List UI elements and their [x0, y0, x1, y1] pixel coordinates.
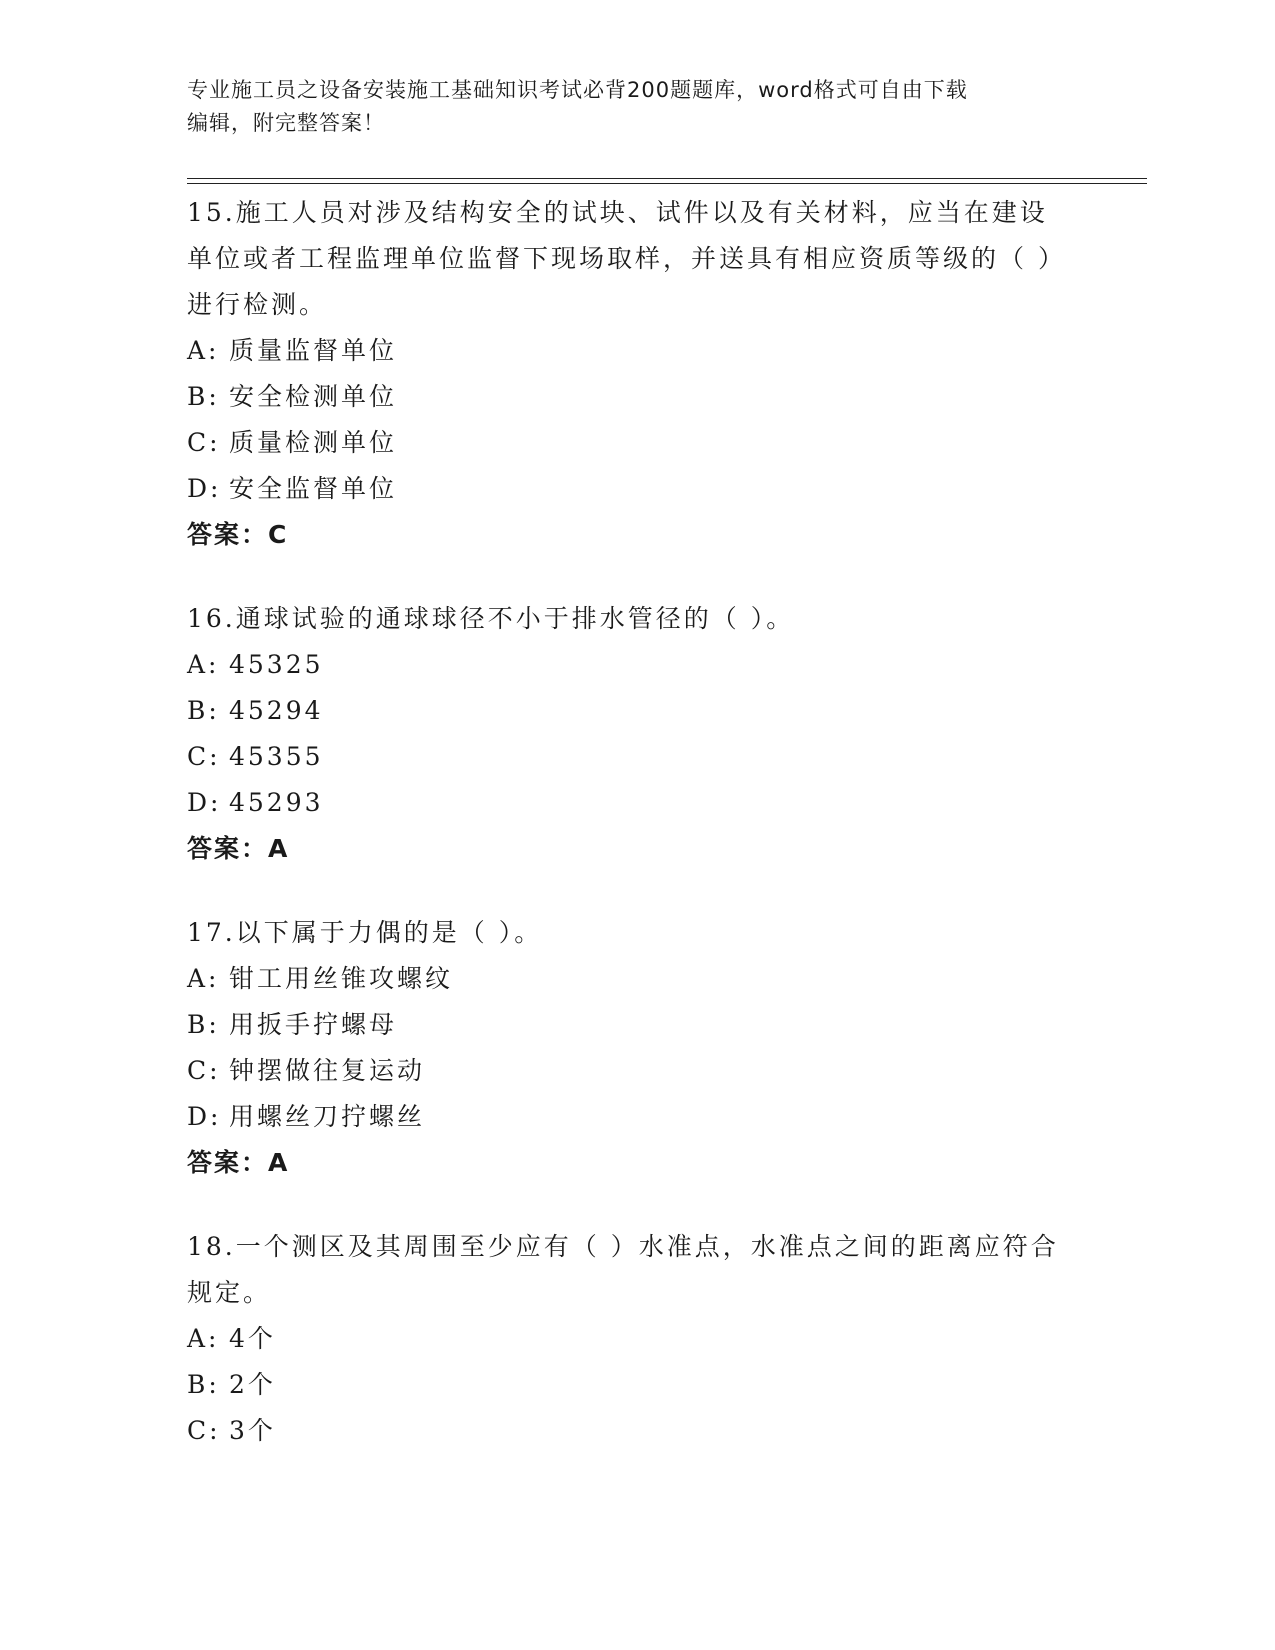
- option-key: A:: [187, 336, 220, 365]
- option-key: A:: [187, 650, 220, 679]
- header-line-1: 专业施工员之设备安装施工基础知识考试必背200题题库，word格式可自由下载: [187, 78, 968, 102]
- option-a: [187, 328, 1087, 374]
- option-text: 4个: [229, 1324, 276, 1353]
- question-list: [187, 190, 1087, 1492]
- answer-line: 答案：A: [187, 1148, 290, 1177]
- option-d: [187, 466, 1087, 512]
- question-stem: 16.通球试验的通球球径不小于排水管径的（ ）。: [187, 604, 795, 633]
- option-c: [187, 734, 1087, 780]
- question-16: [187, 596, 1087, 872]
- option-key: D:: [187, 474, 222, 503]
- option-text: 3个: [229, 1416, 276, 1445]
- question-stem: 18.一个测区及其周围至少应有（ ）水准点，水准点之间的距离应符合规定。: [187, 1232, 1059, 1307]
- option-d: [187, 1094, 1087, 1140]
- option-b: [187, 688, 1087, 734]
- option-key: B:: [187, 696, 220, 725]
- option-text: 安全检测单位: [229, 382, 398, 411]
- option-key: A:: [187, 964, 220, 993]
- option-text: 45355: [229, 742, 324, 771]
- option-text: 用扳手拧螺母: [229, 1010, 398, 1039]
- question-stem: 15.施工人员对涉及结构安全的试块、试件以及有关材料，应当在建设单位或者工程监理单位监督下现场取样，并送具有相应资质等级的（ ）进行检测。: [187, 198, 1066, 319]
- option-key: B:: [187, 1010, 220, 1039]
- option-text: 45325: [229, 650, 324, 679]
- option-b: [187, 1362, 1087, 1408]
- option-b: [187, 1002, 1087, 1048]
- option-key: A:: [187, 1324, 220, 1353]
- option-key: C:: [187, 742, 221, 771]
- question-15: [187, 190, 1087, 558]
- question-stem: 17.以下属于力偶的是（ ）。: [187, 918, 543, 947]
- option-text: 2个: [229, 1370, 276, 1399]
- option-text: 用螺丝刀拧螺丝: [229, 1102, 426, 1131]
- option-key: B:: [187, 382, 220, 411]
- option-text: 质量监督单位: [229, 336, 398, 365]
- option-key: D:: [187, 788, 222, 817]
- option-c: [187, 1408, 1087, 1454]
- question-18: [187, 1224, 1087, 1454]
- option-d: [187, 780, 1087, 826]
- option-text: 安全监督单位: [229, 474, 398, 503]
- option-key: D:: [187, 1102, 222, 1131]
- header-divider-bottom: [187, 183, 1147, 184]
- option-a: [187, 642, 1087, 688]
- option-a: [187, 956, 1087, 1002]
- question-17: [187, 910, 1087, 1186]
- option-text: 钟摆做往复运动: [229, 1056, 426, 1085]
- option-text: 钳工用丝锥攻螺纹: [229, 964, 454, 993]
- option-a: [187, 1316, 1087, 1362]
- option-c: [187, 420, 1087, 466]
- answer-line: 答案：C: [187, 520, 289, 549]
- option-key: C:: [187, 1416, 221, 1445]
- header-divider-top: [187, 178, 1147, 179]
- option-text: 质量检测单位: [229, 428, 398, 457]
- option-text: 45293: [229, 788, 324, 817]
- document-header: [187, 74, 1087, 140]
- header-line-2: 编辑，附完整答案！: [187, 111, 385, 135]
- option-key: B:: [187, 1370, 220, 1399]
- option-text: 45294: [229, 696, 324, 725]
- option-c: [187, 1048, 1087, 1094]
- option-b: [187, 374, 1087, 420]
- answer-line: 答案：A: [187, 834, 290, 863]
- option-key: C:: [187, 1056, 221, 1085]
- option-key: C:: [187, 428, 221, 457]
